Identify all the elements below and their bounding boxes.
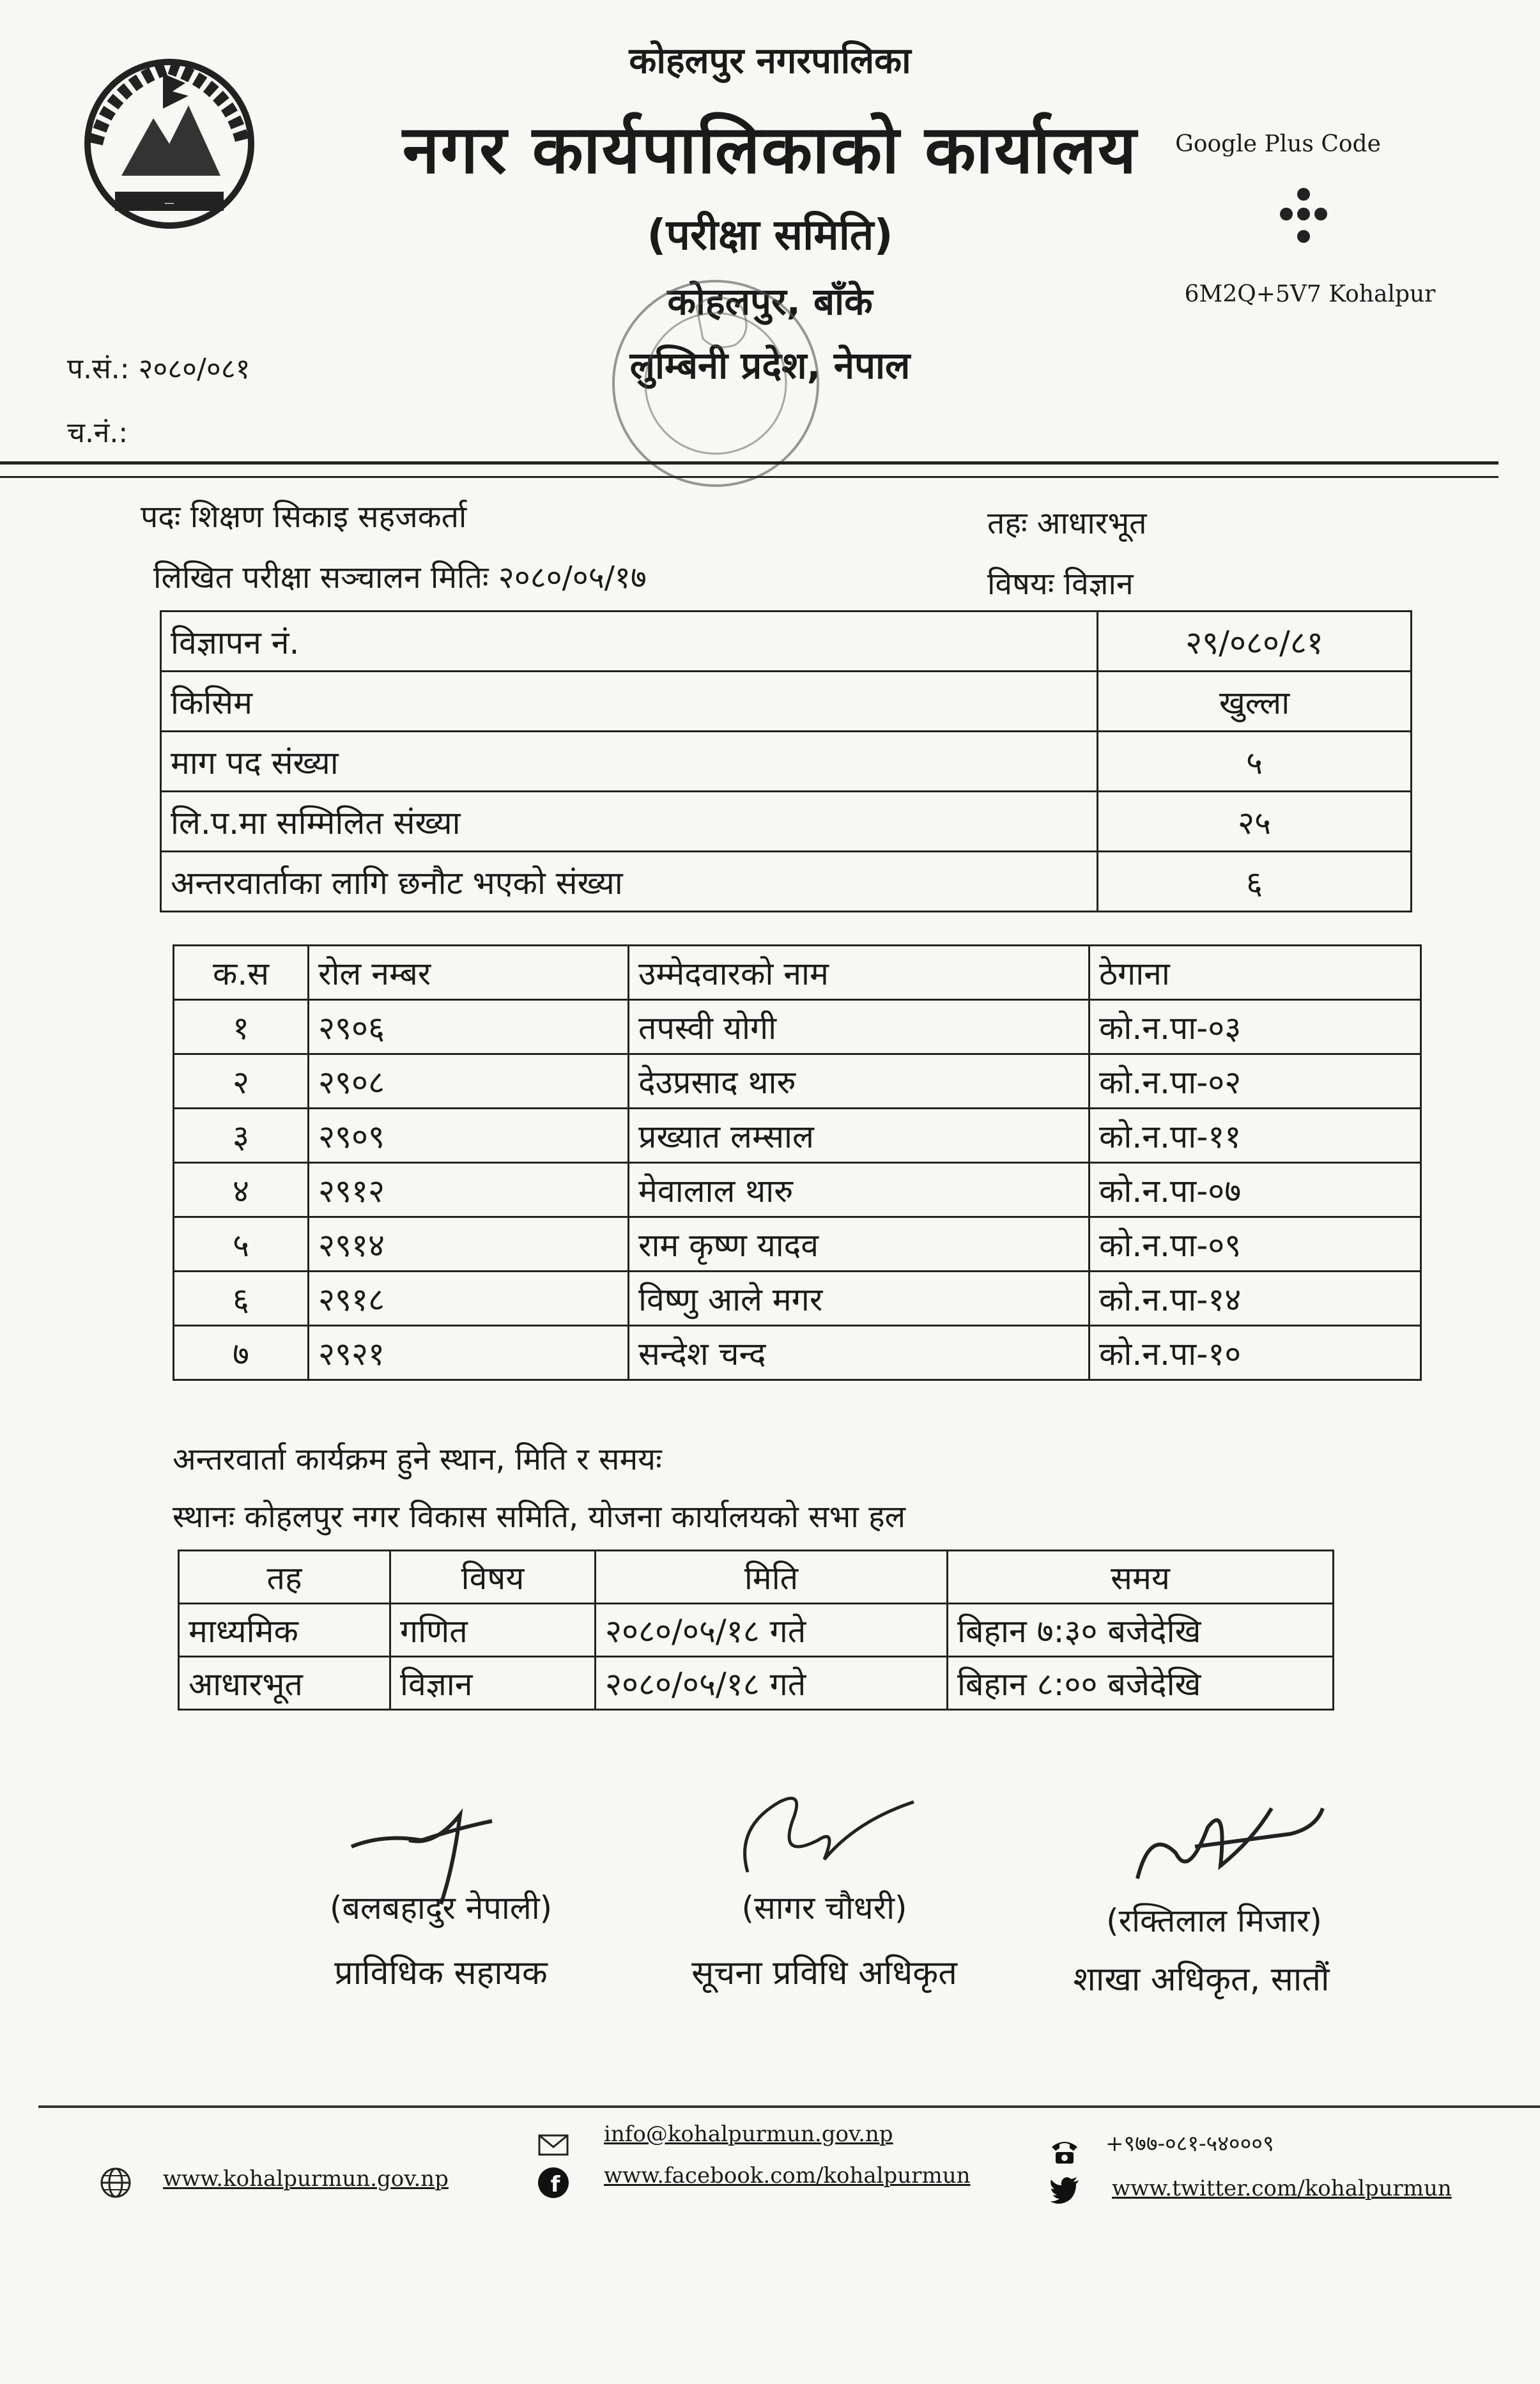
table-row: [174, 1163, 1421, 1217]
name-cell: प्रख्यात लम्साल: [629, 1109, 1090, 1163]
info-label: माग पद संख्या: [161, 732, 1098, 792]
svg-text:—: —: [164, 197, 174, 209]
table-row: [179, 1604, 1334, 1657]
info-label: लि.प.मा सम्मिलित संख्या: [161, 792, 1098, 852]
table-row: [161, 852, 1412, 912]
table-row: [161, 611, 1412, 672]
info-label: विज्ञापन नं.: [161, 611, 1098, 672]
facebook-icon: [537, 2166, 570, 2199]
office-title: नगर कार्यपालिकाको कार्यालय: [402, 111, 1138, 188]
level-cell: माध्यमिक: [179, 1604, 390, 1657]
table-row: [161, 792, 1412, 852]
table-row: [174, 1326, 1421, 1380]
signatory-name: (बलबहादुर नेपाली): [329, 1889, 553, 1926]
mail-icon: [537, 2128, 570, 2161]
level-cell: आधारभूत: [179, 1657, 390, 1710]
post-label: पदः शिक्षण सिकाइ सहजकर्ता: [141, 499, 467, 535]
table-row: [174, 1054, 1421, 1109]
header-divider: [0, 461, 1498, 465]
table-row: [161, 672, 1412, 732]
column-header: ठेगाना: [1090, 946, 1421, 1000]
roll-cell: २९१८: [309, 1272, 629, 1326]
info-value: खुल्ला: [1098, 672, 1412, 732]
info-value: २५: [1098, 792, 1412, 852]
name-cell: मेवालाल थारु: [629, 1163, 1090, 1217]
name-cell: देउप्रसाद थारु: [629, 1054, 1090, 1109]
time-cell: बिहान ७:३० बजेदेखि: [948, 1604, 1334, 1657]
table-row: [179, 1657, 1334, 1710]
column-header: मिति: [596, 1551, 948, 1604]
signatory-title: शाखा अधिकृत, सातौं: [1073, 1960, 1330, 1999]
info-value: २९/०८०/८१: [1098, 611, 1412, 672]
table-header-row: [179, 1551, 1334, 1604]
serial-cell: २: [174, 1054, 309, 1109]
interview-venue: स्थानः कोहलपुर नगर विकास समिति, योजना कार्यालयको सभा हल: [173, 1499, 906, 1535]
office-province: लुम्बिनी प्रदेश, नेपाल: [629, 344, 911, 387]
committee-name: (परीक्षा समिति): [647, 210, 893, 259]
exam-date-label: लिखित परीक्षा सञ्चालन मितिः २०८०/०५/१७: [153, 560, 647, 596]
signatory-name: (सागर चौधरी): [741, 1889, 907, 1926]
date-cell: २०८०/०५/१८ गते: [596, 1657, 948, 1710]
serial-cell: ७: [174, 1326, 309, 1380]
reference-number: प.सं.: २०८०/०८१: [67, 353, 250, 385]
table-header-row: [174, 946, 1421, 1000]
table-row: [174, 1109, 1421, 1163]
svg-text:f: f: [550, 2172, 560, 2197]
address-cell: को.न.पा-०२: [1090, 1054, 1421, 1109]
signatory-title: प्राविधिक सहायक: [334, 1954, 548, 1992]
address-cell: को.न.पा-०७: [1090, 1163, 1421, 1217]
address-cell: को.न.पा-१०: [1090, 1326, 1421, 1380]
phone-icon: [1048, 2134, 1081, 2167]
address-cell: को.न.पा-०९: [1090, 1217, 1421, 1272]
column-header: तह: [179, 1551, 390, 1604]
google-plus-code-label: Google Plus Code: [1175, 131, 1381, 157]
info-label: किसिम: [161, 672, 1098, 732]
name-cell: तपस्वी योगी: [629, 1000, 1090, 1054]
serial-cell: ३: [174, 1109, 309, 1163]
interview-heading: अन्तरवार्ता कार्यक्रम हुने स्थान, मिति र समयः: [173, 1442, 662, 1477]
roll-cell: २९०९: [309, 1109, 629, 1163]
info-label: अन्तरवार्ताका लागि छनौट भएको संख्या: [161, 852, 1098, 912]
serial-cell: ६: [174, 1272, 309, 1326]
roll-cell: २९०८: [309, 1054, 629, 1109]
office-location: कोहलपुर, बाँके: [667, 280, 873, 323]
globe-icon: [99, 2166, 132, 2199]
footer-divider: [38, 2105, 1540, 2108]
address-cell: को.न.पा-१४: [1090, 1272, 1421, 1326]
roll-cell: २९२१: [309, 1326, 629, 1380]
subject-cell: विज्ञान: [390, 1657, 596, 1710]
subject-cell: गणित: [390, 1604, 596, 1657]
name-cell: सन्देश चन्द: [629, 1326, 1090, 1380]
twitter-link[interactable]: www.twitter.com/kohalpurmun: [1112, 2176, 1452, 2201]
roll-cell: २९०६: [309, 1000, 629, 1054]
email-link[interactable]: info@kohalpurmun.gov.np: [604, 2121, 893, 2147]
level-label: तहः आधारभूत: [987, 505, 1147, 541]
google-plus-code-value: 6M2Q+5V7 Kohalpur: [1184, 281, 1436, 307]
date-cell: २०८०/०५/१८ गते: [596, 1604, 948, 1657]
roll-cell: २९१२: [309, 1163, 629, 1217]
serial-cell: ५: [174, 1217, 309, 1272]
candidate-table: [173, 944, 1422, 1381]
table-row: [174, 1000, 1421, 1054]
name-cell: राम कृष्ण यादव: [629, 1217, 1090, 1272]
municipality-name: कोहलपुर नगरपालिका: [629, 40, 911, 82]
column-header: क.स: [174, 946, 309, 1000]
column-header: रोल नम्बर: [309, 946, 629, 1000]
name-cell: विष्णु आले मगर: [629, 1272, 1090, 1326]
column-header: उम्मेदवारको नाम: [629, 946, 1090, 1000]
column-header: विषय: [390, 1551, 596, 1604]
info-value: ६: [1098, 852, 1412, 912]
twitter-icon: [1048, 2173, 1081, 2206]
phone-number: +९७७-०८१-५४०००९: [1105, 2131, 1274, 2157]
time-cell: बिहान ८:०० बजेदेखि: [948, 1657, 1334, 1710]
serial-cell: ४: [174, 1163, 309, 1217]
table-row: [174, 1272, 1421, 1326]
dispatch-number: च.नं.:: [67, 417, 128, 449]
serial-cell: १: [174, 1000, 309, 1054]
facebook-link[interactable]: www.facebook.com/kohalpurmun: [604, 2163, 971, 2188]
plus-code-icon: [1275, 185, 1332, 249]
signatory-name: (रक्तिलाल मिजार): [1106, 1902, 1322, 1939]
column-header: समय: [948, 1551, 1334, 1604]
interview-schedule-table: [178, 1550, 1334, 1711]
table-row: [161, 732, 1412, 792]
subject-label: विषयः विज्ञान: [987, 566, 1134, 602]
header-divider-thin: [0, 476, 1498, 478]
website-link[interactable]: www.kohalpurmun.gov.np: [163, 2166, 449, 2192]
signatory-title: सूचना प्रविधि अधिकृत: [691, 1954, 957, 1992]
table-row: [174, 1217, 1421, 1272]
vacancy-info-table: [160, 610, 1412, 912]
address-cell: को.न.पा-११: [1090, 1109, 1421, 1163]
roll-cell: २९१४: [309, 1217, 629, 1272]
address-cell: को.न.पा-०३: [1090, 1000, 1421, 1054]
info-value: ५: [1098, 732, 1412, 792]
